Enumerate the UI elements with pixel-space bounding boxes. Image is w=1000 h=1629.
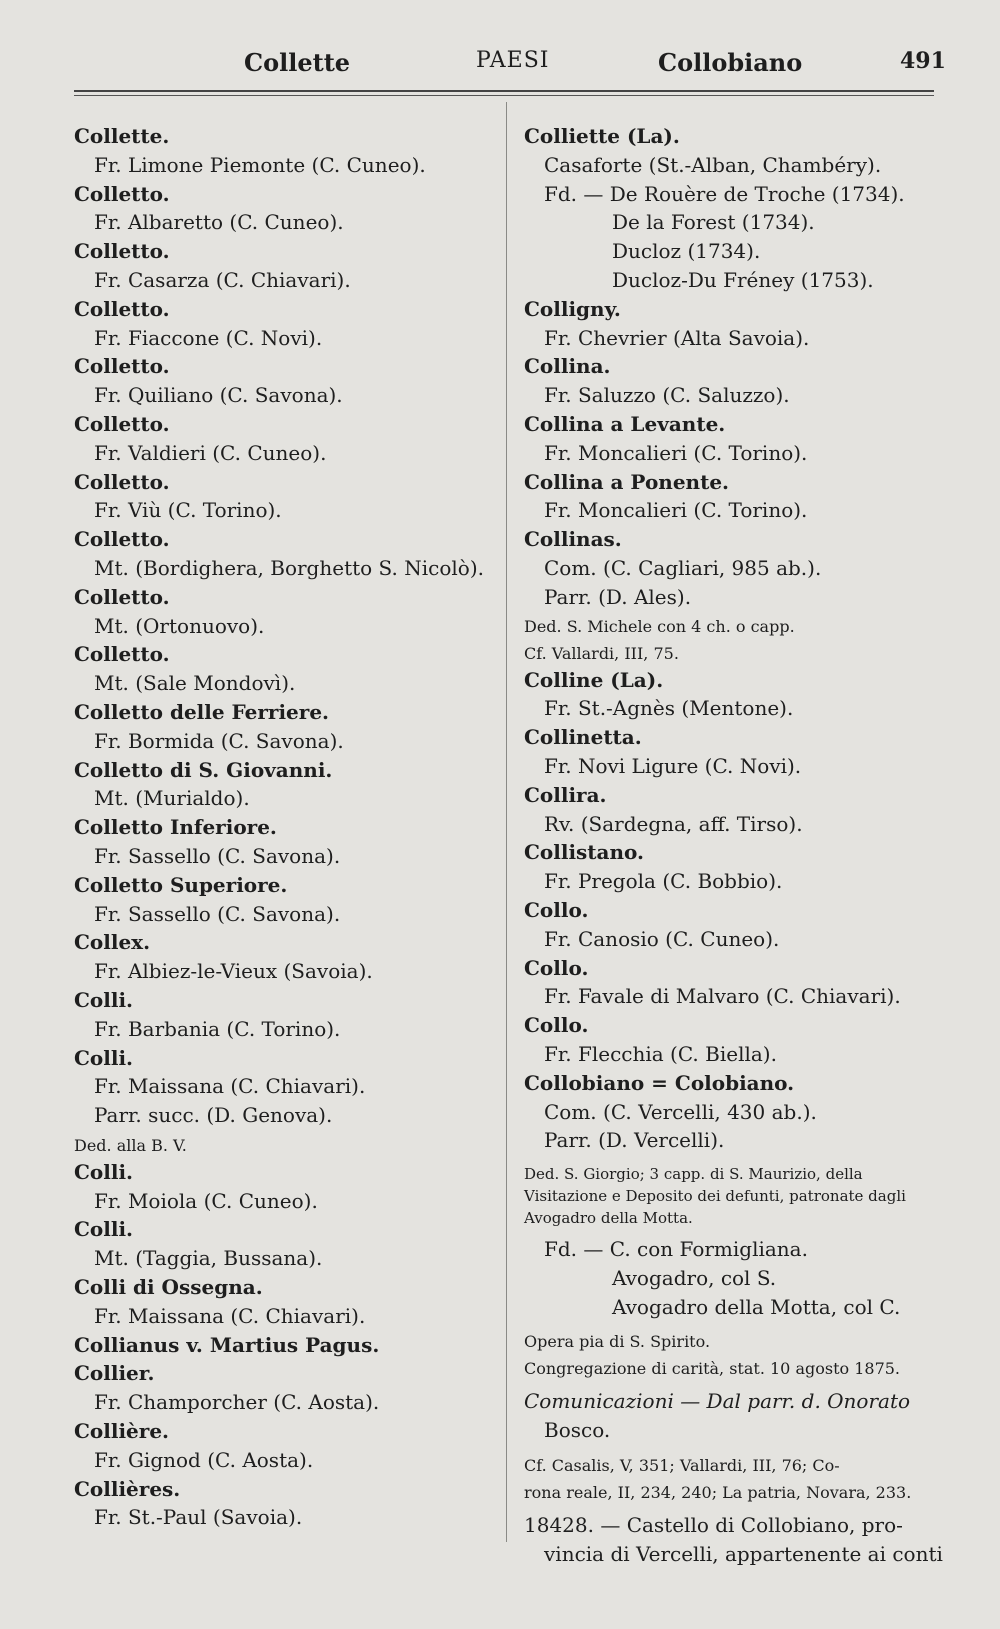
entry-head: Colletto. <box>74 239 170 264</box>
entry <box>524 723 944 781</box>
left-column <box>74 122 504 1532</box>
entry-head: Colletto. <box>74 584 170 609</box>
entry <box>74 1417 504 1475</box>
entry <box>524 838 944 896</box>
entry-line: Fr. Limone Piemonte (C. Cuneo). <box>94 152 426 177</box>
entry-line: Mt. (Sale Mondovì). <box>94 671 296 696</box>
entry-line: Fd. — De Rouère de Troche (1734). <box>544 181 905 206</box>
entry-line: Fr. Albiez-le-Vieux (Savoia). <box>94 959 373 984</box>
entry <box>74 756 504 814</box>
entry-line: Mt. (Ortonuovo). <box>94 613 265 638</box>
entry <box>74 1475 504 1533</box>
entry <box>74 583 504 641</box>
entry-line: Fr. Maissana (C. Chiavari). <box>94 1074 366 1099</box>
entry <box>74 352 504 410</box>
entry <box>524 954 944 1012</box>
entry-line: 18428. — Castello di Collobiano, pro- <box>524 1513 903 1538</box>
entry-head: Colli. <box>74 1045 134 1070</box>
entry-line: Fr. Favale di Malvaro (C. Chiavari). <box>544 984 901 1009</box>
entry <box>74 1215 504 1273</box>
entry-head: Collo. <box>524 955 589 980</box>
entry-line: De la Forest (1734). <box>612 210 815 235</box>
entry-head: Colletto. <box>74 469 170 494</box>
entry <box>74 122 504 180</box>
entry-line: Fr. St.-Agnès (Mentone). <box>544 696 794 721</box>
entry-colliette <box>524 122 944 295</box>
entry-head: Colletto. <box>74 642 170 667</box>
right-entries-b <box>524 666 944 1069</box>
entry-line: Fr. Saluzzo (C. Saluzzo). <box>544 383 790 408</box>
entry-head: Collinas. <box>524 527 622 552</box>
entry-note: Ded. S. Giorgio; 3 capp. di S. Maurizio, della Visitazione e Deposito dei defunti, patronate dagli Avogadro della Motta. <box>524 1165 906 1228</box>
entry-head: Colletto Inferiore. <box>74 815 277 840</box>
entry-line: Fr. Moiola (C. Cuneo). <box>94 1188 318 1213</box>
entry-line: Mt. (Taggia, Bussana). <box>94 1246 323 1271</box>
entry-line: Fr. Bormida (C. Savona). <box>94 728 344 753</box>
entry <box>74 1273 504 1331</box>
entry-head: Colline (La). <box>524 667 664 692</box>
entry-line: Fr. Albaretto (C. Cuneo). <box>94 210 344 235</box>
entry-head: Collette. <box>74 124 170 148</box>
entry-line: vincia di Vercelli, appartenente ai conti <box>544 1541 943 1566</box>
entry-line: Ducloz (1734). <box>612 239 761 264</box>
entry <box>74 468 504 526</box>
entry-head: Collina a Levante. <box>524 411 726 436</box>
entry-line: Parr. (D. Vercelli). <box>544 1128 725 1153</box>
entry-line: Fr. Sassello (C. Savona). <box>94 901 341 926</box>
entry <box>74 1044 504 1158</box>
entry-line: Fr. Barbania (C. Torino). <box>94 1016 341 1041</box>
entry <box>74 1331 504 1360</box>
entry-head: Collières. <box>74 1476 181 1501</box>
entry-note: Cf. Casalis, V, 351; Vallardi, III, 76; Co- <box>524 1456 840 1476</box>
entry-line: Bosco. <box>544 1418 611 1443</box>
entry-line: Mt. (Murialdo). <box>94 786 250 811</box>
entry-head: Collo. <box>524 897 589 922</box>
entry <box>74 295 504 353</box>
entry <box>74 640 504 698</box>
entry-line: Fr. St.-Paul (Savoia). <box>94 1505 303 1530</box>
entry-head: Colletto. <box>74 354 170 379</box>
entry <box>524 295 944 353</box>
entry-note: Opera pia di S. Spirito. <box>524 1332 711 1352</box>
entry-line: Fr. Novi Ligure (C. Novi). <box>544 753 802 778</box>
entry <box>524 1011 944 1069</box>
entry-note: Ded. alla B. V. <box>74 1135 187 1155</box>
entry-line: Com. (C. Vercelli, 430 ab.). <box>544 1099 817 1124</box>
entry-head: Collobiano = Colobiano. <box>524 1070 795 1095</box>
entry-head: Colletto. <box>74 411 170 436</box>
entry-line: Fr. Champorcher (C. Aosta). <box>94 1390 380 1415</box>
entry-line: Fr. Fiaccone (C. Novi). <box>94 325 323 350</box>
entry <box>74 928 504 986</box>
entry-head: Collira. <box>524 782 607 807</box>
entry-note: Cf. Vallardi, III, 75. <box>524 643 679 663</box>
entry-line: Avogadro della Motta, col C. <box>612 1294 901 1319</box>
entry-head: Collier. <box>74 1361 155 1386</box>
entry <box>74 698 504 756</box>
entry <box>74 986 504 1044</box>
entry-head: Colletto Superiore. <box>74 872 288 897</box>
entry <box>524 896 944 954</box>
entry-head: Collina a Ponente. <box>524 469 730 494</box>
entry-line: Fr. Gignod (C. Aosta). <box>94 1447 314 1472</box>
entry-head: Colli. <box>74 1159 134 1184</box>
entry-line: Mt. (Bordighera, Borghetto S. Nicolò). <box>94 555 484 580</box>
entry-line: Casaforte (St.-Alban, Chambéry). <box>544 152 882 177</box>
entry-line: Fr. Canosio (C. Cuneo). <box>544 926 780 951</box>
header-rule <box>74 90 934 92</box>
entry-line: Parr. (D. Ales). <box>544 584 692 609</box>
entry-line: Fr. Sassello (C. Savona). <box>94 843 341 868</box>
entry-head: Collina. <box>524 354 611 379</box>
entry-head: Colli di Ossegna. <box>74 1275 263 1300</box>
entry <box>74 525 504 583</box>
header-left-word: Collette <box>244 48 351 77</box>
entry <box>524 666 944 724</box>
entry-note: Congregazione di carità, stat. 10 agosto 1875. <box>524 1359 901 1379</box>
entry-line: Fr. Quiliano (C. Savona). <box>94 383 343 408</box>
entry-head: Colligny. <box>524 296 621 321</box>
column-divider <box>506 102 507 1542</box>
entry-head: Colletto di S. Giovanni. <box>74 757 333 782</box>
entry-note: Ded. S. Michele con 4 ch. o capp. <box>524 616 795 636</box>
page-number: 491 <box>900 48 946 74</box>
entry-head: Collière. <box>74 1419 169 1444</box>
entry <box>74 410 504 468</box>
entry <box>74 813 504 871</box>
entry <box>524 781 944 839</box>
entry-line: Fr. Valdieri (C. Cuneo). <box>94 440 327 465</box>
entry <box>524 468 944 526</box>
entry-line: Rv. (Sardegna, aff. Tirso). <box>544 811 803 836</box>
entry-line: Avogadro, col S. <box>612 1265 777 1290</box>
entry-collobiano <box>524 1069 944 1569</box>
entry-line: Fr. Flecchia (C. Biella). <box>544 1041 777 1066</box>
entry-head: Colli. <box>74 1217 134 1242</box>
entry-line: Parr. succ. (D. Genova). <box>94 1103 333 1128</box>
entry <box>74 237 504 295</box>
entry-line: Fr. Chevrier (Alta Savoia). <box>544 325 810 350</box>
entry-head: Collinetta. <box>524 725 642 750</box>
entry-line: Comunicazioni — Dal parr. d. Onorato <box>524 1389 911 1414</box>
entry-line: Fr. Casarza (C. Chiavari). <box>94 267 351 292</box>
entry-line: Fd. — C. con Formigliana. <box>544 1237 808 1262</box>
entry-head: Collistano. <box>524 840 644 865</box>
entry <box>74 180 504 238</box>
entry-collinas <box>524 525 944 665</box>
running-header <box>0 48 1000 88</box>
entry-line: Fr. Pregola (C. Bobbio). <box>544 869 783 894</box>
header-center-word: PAESI <box>476 48 550 73</box>
entry-line: Ducloz-Du Fréney (1753). <box>612 267 874 292</box>
entry <box>524 410 944 468</box>
entry-line: Fr. Moncalieri (C. Torino). <box>544 440 808 465</box>
header-rule-thin <box>74 95 934 96</box>
entry-head: Collo. <box>524 1013 589 1038</box>
entry-head: Colletto. <box>74 296 170 321</box>
entry <box>524 352 944 410</box>
entry-head: Collex. <box>74 930 151 955</box>
header-right-word: Collobiano <box>658 48 803 77</box>
entry-head: Collianus v. Martius Pagus. <box>74 1332 380 1357</box>
entry <box>74 1359 504 1417</box>
entry-head: Colletto. <box>74 527 170 552</box>
entry-head: Colletto delle Ferriere. <box>74 699 329 724</box>
entry-line: Fr. Maissana (C. Chiavari). <box>94 1303 366 1328</box>
entry-head: Colliette (La). <box>524 124 680 148</box>
right-entries-a <box>524 295 944 525</box>
entry <box>74 1158 504 1216</box>
entry-head: Colletto. <box>74 181 170 206</box>
entry <box>74 871 504 929</box>
entry-line: Com. (C. Cagliari, 985 ab.). <box>544 555 822 580</box>
entry-note: rona reale, II, 234, 240; La patria, Novara, 233. <box>524 1483 912 1503</box>
entry-line: Fr. Viù (C. Torino). <box>94 498 282 523</box>
entry-head: Colli. <box>74 987 134 1012</box>
right-column <box>524 122 944 1569</box>
entry-line: Fr. Moncalieri (C. Torino). <box>544 498 808 523</box>
